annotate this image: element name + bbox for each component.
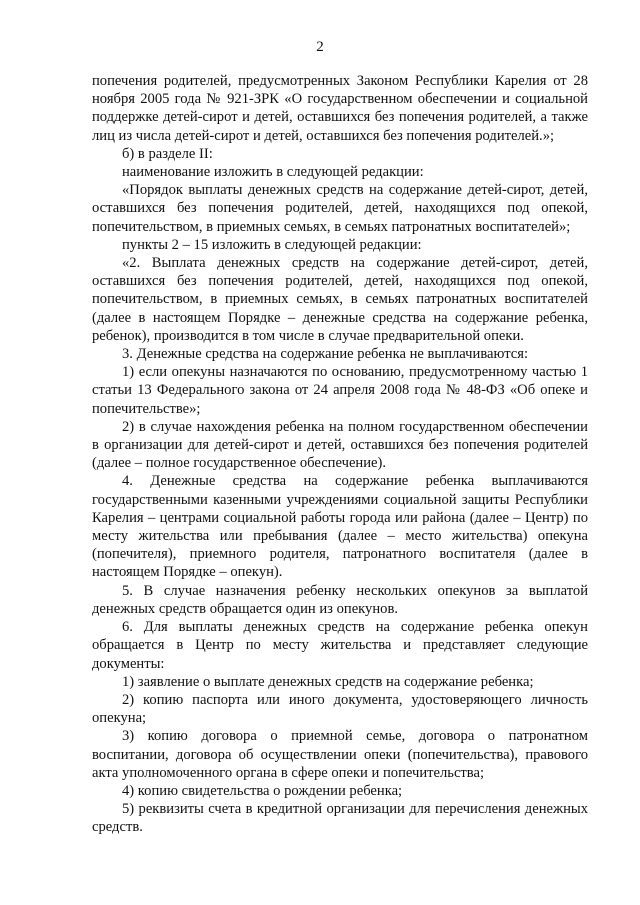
- document-body: [92, 72, 588, 837]
- paragraph: 2) копию паспорта или иного документа, удостоверяющего личность опекуна;: [92, 691, 588, 727]
- paragraph: попечения родителей, предусмотренных Законом Республики Карелия от 28 ноября 2005 года № 921-ЗРК «О государственном обеспечении и социальной поддержке детей-сирот и детей, оставшихся без попечения родителей, а также лиц из числа детей-сирот и детей, оставшихся без попечения родителей.»;: [92, 73, 588, 144]
- paragraph: 3) копию договора о приемной семье, договора о патронатном воспитании, договора об осуществлении опеки (попечительства), правового акта уполномоченного органа в сфере опеки и попечительства;: [92, 728, 588, 781]
- paragraph: «2. Выплата денежных средств на содержание детей-сирот, детей, оставшихся без попечения родителей, детей, находящихся под опекой, попечительством, в приемных семьях, в семьях патронатных воспитателей (далее в настоящем Порядке – денежные средства на содержание ребенка, ребенок), производится в том числе в случае предварительной опеки.: [92, 255, 588, 344]
- paragraph: 4) копию свидетельства о рождении ребенка;: [122, 782, 403, 799]
- paragraph: 6. Для выплаты денежных средств на содержание ребенка опекун обращается в Центр по месту жительства и представляет следующие документы:: [92, 619, 588, 672]
- paragraph: пункты 2 – 15 изложить в следующей редакции:: [122, 236, 422, 253]
- paragraph: б) в разделе II:: [122, 145, 213, 162]
- paragraph: 3. Денежные средства на содержание ребенка не выплачиваются:: [122, 346, 529, 363]
- paragraph: «Порядок выплаты денежных средств на содержание детей-сирот, детей, оставшихся без попечения родителей, детей, находящихся под опекой, попечительством, в приемных семьях, в семьях патронатных воспитателей»;: [92, 182, 588, 235]
- paragraph: 5. В случае назначения ребенку нескольких опекунов за выплатой денежных средств обращается один из опекунов.: [92, 582, 588, 617]
- paragraph: 2) в случае нахождения ребенка на полном государственном обеспечении в организации для детей-сирот и детей, оставшихся без попечения родителей (далее – полное государственное обеспечение).: [92, 418, 588, 472]
- paragraph: 1) если опекуны назначаются по основанию, предусмотренному частью 1 статьи 13 Федерального закона от 24 апреля 2008 года № 48-ФЗ «Об опеке и попечительстве»;: [92, 364, 588, 417]
- paragraph: наименование изложить в следующей редакции:: [122, 164, 424, 181]
- paragraph: 4. Денежные средства на содержание ребенка выплачиваются государственными казенными учреждениями социальной защиты Республики Карелия – центрами социальной работы города или района (далее – Центр) по месту жительства или пребывания (далее – место жительства) опекуна (попечителя), приемного родителя, патронатного воспитателя (далее в настоящем Порядке – опекун).: [92, 473, 588, 581]
- paragraph: 5) реквизиты счета в кредитной организации для перечисления денежных средств.: [92, 801, 588, 836]
- paragraph: 1) заявление о выплате денежных средств на содержание ребенка;: [122, 673, 534, 690]
- page-number: 2: [316, 39, 324, 55]
